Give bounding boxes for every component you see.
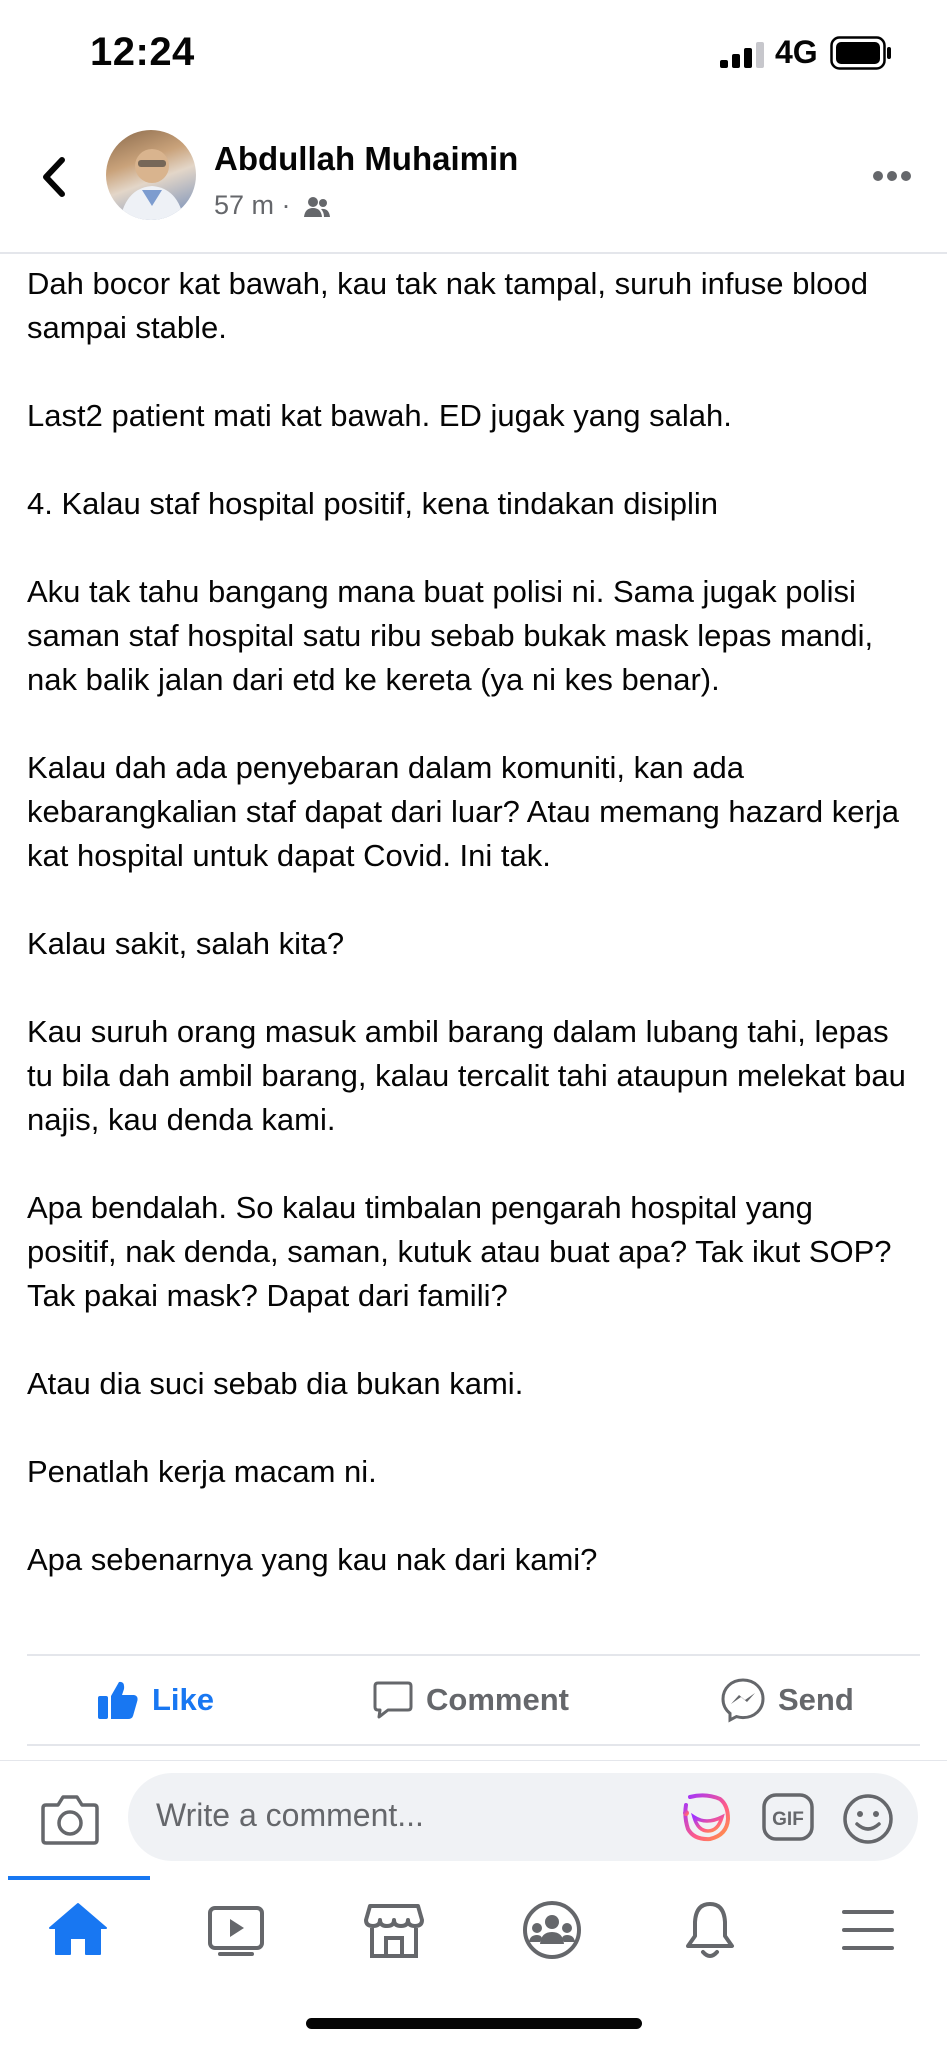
- signal-strength-icon: [720, 42, 768, 68]
- friends-icon: [302, 196, 332, 218]
- emoji-icon[interactable]: [842, 1793, 894, 1845]
- post-actions: [0, 1656, 947, 1744]
- post-paragraph: Kau suruh orang masuk ambil barang dalam lubang tahi, lepas tu bila dah ambil barang, kalau tercalit tahi ataupun melekat bau najis, kau denda kami.: [27, 1014, 906, 1137]
- post-meta: [214, 190, 332, 221]
- comment-input[interactable]: [128, 1773, 918, 1861]
- messenger-icon: [720, 1677, 766, 1723]
- like-label: Like: [152, 1682, 215, 1717]
- camera-icon[interactable]: [40, 1791, 100, 1847]
- gif-icon[interactable]: [762, 1793, 814, 1841]
- svg-text:GIF: GIF: [772, 1809, 804, 1830]
- send-button[interactable]: [720, 1676, 854, 1724]
- notifications-icon[interactable]: [678, 1898, 742, 1962]
- post-paragraph: Dah bocor kat bawah, kau tak nak tampal, suruh infuse blood sampai stable.: [27, 266, 868, 345]
- post-paragraph: Penatlah kerja macam ni.: [27, 1454, 377, 1489]
- thumbs-up-icon: [96, 1679, 140, 1721]
- send-label: Send: [778, 1682, 854, 1717]
- comment-composer: [0, 1760, 947, 1879]
- post-paragraph: Aku tak tahu bangang mana buat polisi ni. Sama jugak polisi saman staf hospital satu ribu sebab bukak mask lepas mandi, nak balik jalan dari etd ke kereta (ya ni kes benar).: [27, 574, 874, 697]
- post-paragraph: Last2 patient mati kat bawah. ED jugak yang salah.: [27, 398, 732, 433]
- network-type: 4G: [775, 34, 818, 70]
- actions-bottom-divider: [27, 1744, 920, 1746]
- post-paragraph: 4. Kalau staf hospital positif, kena tindakan disiplin: [27, 486, 719, 521]
- like-button[interactable]: [96, 1676, 214, 1724]
- groups-icon[interactable]: [520, 1898, 584, 1962]
- avatar-photo: [106, 130, 196, 220]
- watch-icon[interactable]: [204, 1898, 268, 1962]
- back-chevron-icon[interactable]: [34, 152, 74, 202]
- author-avatar[interactable]: [106, 130, 196, 220]
- post-paragraph: Atau dia suci sebab dia bukan kami.: [27, 1366, 524, 1401]
- status-bar: [0, 0, 947, 110]
- home-icon[interactable]: [46, 1898, 110, 1962]
- comment-button[interactable]: [372, 1676, 569, 1724]
- home-indicator[interactable]: [306, 2018, 642, 2029]
- avatar-sticker-icon[interactable]: [680, 1791, 732, 1843]
- post-paragraph: Apa bendalah. So kalau timbalan pengarah hospital yang positif, nak denda, saman, kutuk atau buat apa? Tak ikut SOP? Tak pakai mask? Dapat dari famili?: [27, 1190, 892, 1313]
- post-body: [27, 262, 907, 1626]
- comment-placeholder: Write a comment...: [156, 1797, 424, 1833]
- post-header: [0, 110, 947, 254]
- meta-separator: ·: [281, 190, 291, 220]
- menu-icon[interactable]: [836, 1898, 900, 1962]
- post-paragraph: Kalau sakit, salah kita?: [27, 926, 345, 961]
- author-name[interactable]: Abdullah Muhaimin: [214, 140, 519, 177]
- more-options-icon[interactable]: [872, 168, 912, 184]
- post-paragraph: Kalau dah ada penyebaran dalam komuniti, kan ada kebarangkalian staf dapat dari luar? Atau memang hazard kerja kat hospital untuk dapat Covid. Ini tak.: [27, 750, 899, 873]
- post-paragraph: Apa sebenarnya yang kau nak dari kami?: [27, 1542, 598, 1577]
- battery-icon: [830, 36, 892, 70]
- comment-label: Comment: [426, 1682, 569, 1717]
- status-time: 12:24: [90, 30, 195, 74]
- comment-bubble-icon: [372, 1680, 414, 1720]
- active-tab-indicator: [8, 1876, 150, 1880]
- post-time[interactable]: 57 m: [214, 190, 275, 220]
- marketplace-icon[interactable]: [362, 1898, 426, 1962]
- bottom-tab-bar: [0, 1876, 947, 1986]
